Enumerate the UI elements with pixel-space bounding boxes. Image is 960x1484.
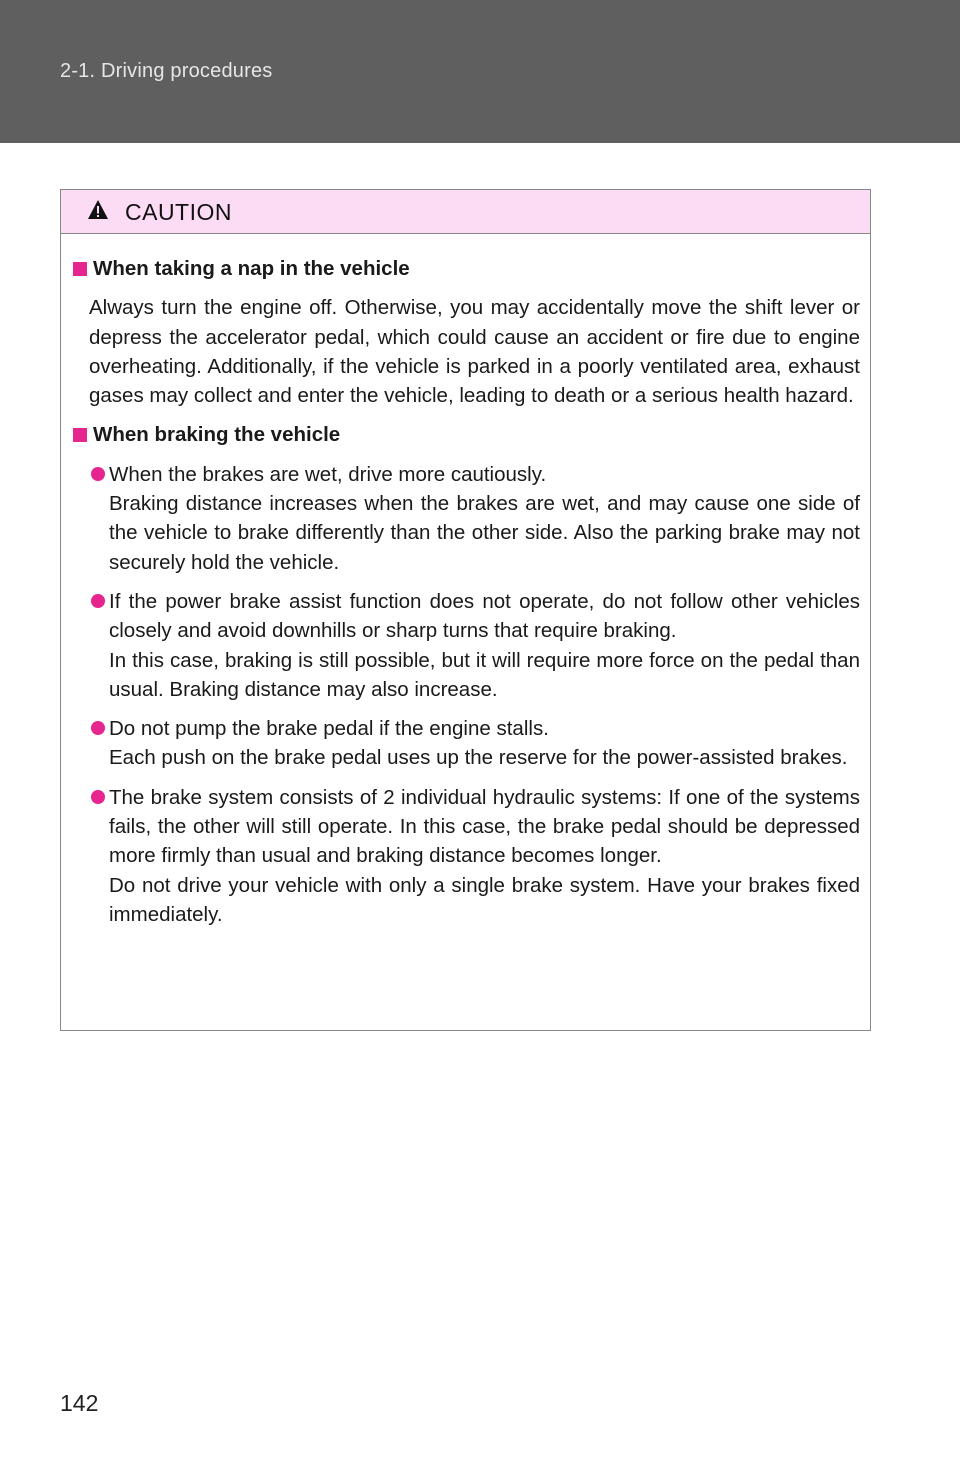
topic-heading: [72, 420, 860, 449]
list-item-line: If the power brake assist function does not operate, do not follow other vehicles closely and avoid downhills or sharp turns that require braking.: [109, 589, 860, 643]
round-bullet-icon: [89, 460, 109, 577]
square-bullet-icon: [73, 262, 87, 276]
warning-triangle-icon: [87, 199, 109, 221]
square-bullet-icon: [73, 428, 87, 442]
list-item-line: The brake system consists of 2 individual hydraulic systems: If one of the systems fails, the other will still operate. In this case, the brake pedal should be depressed more firmly than usual and braking distance becomes longer.: [109, 785, 860, 868]
topic-braking: [72, 420, 860, 929]
topic-heading-text: When braking the vehicle: [93, 423, 341, 447]
list-item: [72, 783, 860, 929]
list-item-text: [109, 587, 860, 704]
section-title: 2-1. Driving procedures: [60, 60, 273, 82]
topic-heading-text: When taking a nap in the vehicle: [93, 257, 410, 280]
list-item-line: When the brakes are wet, drive more cautiously.: [109, 462, 547, 486]
list-item-text: [109, 460, 860, 577]
topic-paragraph: Always turn the engine off. Otherwise, you may accidentally move the shift lever or depress the accelerator pedal, which could cause an accident or fire due to engine overheating. Additionally, if the vehicle is parked in a poorly ventilated area, exhaust gases may collect and enter the vehicle, leading to death or a serious health hazard.: [89, 296, 860, 408]
topic-nap: [72, 254, 860, 410]
list-item-line: In this case, braking is still possible, but it will require more force on the pedal than usual. Braking distance may also increase.: [109, 648, 860, 701]
list-item: [72, 714, 860, 773]
caution-body: [61, 234, 870, 929]
round-bullet-icon: [89, 714, 109, 773]
round-bullet-icon: [89, 587, 109, 704]
caution-box: [60, 189, 871, 1031]
list-item-line: Do not pump the brake pedal if the engine stalls.: [109, 717, 549, 741]
list-item-line: Braking distance increases when the brakes are wet, and may cause one side of the vehicle to brake differently than the other side. Also the parking brake may not securely hold the vehicle.: [109, 492, 860, 574]
caution-header: [61, 190, 870, 234]
list-item-text: [109, 714, 860, 773]
caution-title: CAUTION: [125, 199, 232, 225]
list-item-text: [109, 783, 860, 929]
list-item: [72, 587, 860, 704]
list-item-line: Each push on the brake pedal uses up the reserve for the power-assisted brakes.: [109, 746, 848, 770]
round-bullet-icon: [89, 783, 109, 929]
list-item-line: Do not drive your vehicle with only a single brake system. Have your brakes fixed immediately.: [109, 873, 860, 926]
page-header-band: [0, 0, 960, 143]
page-number: 142: [60, 1390, 99, 1416]
list-item: [72, 460, 860, 577]
topic-heading: [72, 254, 860, 283]
